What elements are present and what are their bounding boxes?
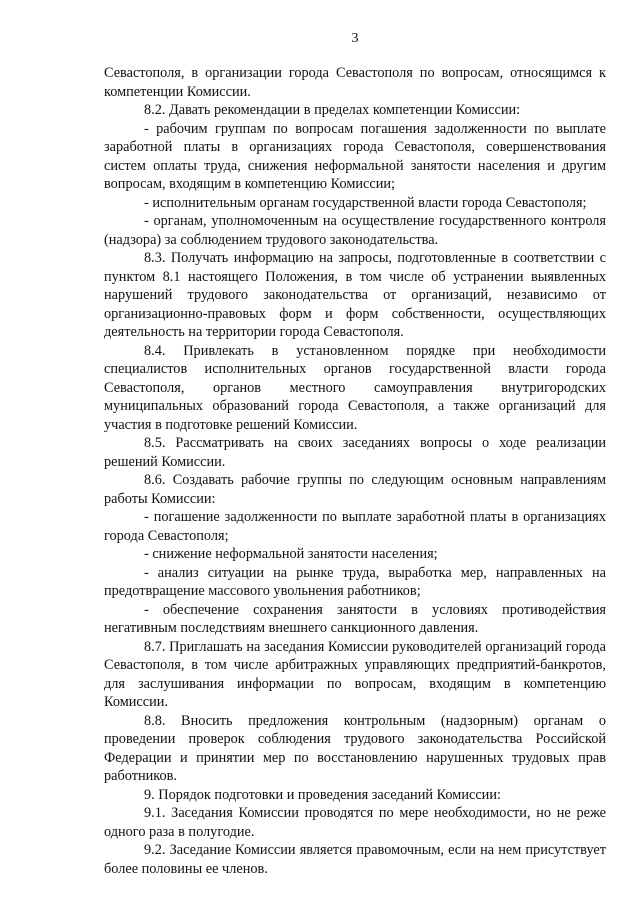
paragraph-9-2: 9.2. Заседание Комиссии является правомочным, если на нем присутствует более половины ее членов. [104,842,606,877]
list-item-working-groups: - рабочим группам по вопросам погашения задолженности по выплате заработной платы в организациях города Севастополя, совершенствования систем оплаты труда, снижения неформальной занятости населения и другим вопросам, входящим в компетенцию Комиссии; [104,120,606,192]
list-item-labor-market: - анализ ситуации на рынке труда, выработка мер, направленных на предотвращение массового увольнения работников; [104,564,606,599]
paragraph-8-5: 8.5. Рассматривать на своих заседаниях вопросы о ходе реализации решений Комиссии. [104,435,606,470]
list-item-executive-bodies: - исполнительным органам государственной власти города Севастополя; [144,194,587,211]
paragraph-8-2: 8.2. Давать рекомендации в пределах компетенции Комиссии: [144,102,521,118]
paragraph-8-8: 8.8. Вносить предложения контрольным (надзорным) органам о проведении проверок соблюдения трудового законодательства Российской Федерации и принятии мер по восстановлению нарушенных трудовых прав работников. [104,712,606,784]
page-number: 3 [351,31,359,46]
paragraph-8-3: 8.3. Получать информацию на запросы, подготовленные в соответствии с пунктом 8.1 настоящего Положения, в том числе об устранении выявленных нарушений трудового законодательства от организаций, независимо от организационно-правовых форм и форм собственности, осуществляющих деятельность на территории города Севастополя. [104,250,606,340]
paragraph-continuation: Севастополя, в организации города Севастополя по вопросам, относящимся к компетенции Комиссии. [104,65,606,100]
list-item-control-bodies: - органам, уполномоченным на осуществление государственного контроля (надзора) за соблюдением трудового законодательства. [104,213,606,248]
paragraph-8-4: 8.4. Привлекать в установленном порядке при необходимости специалистов исполнительных органов государственной власти города Севастополя, органов местного самоуправления внутригородских муниципальных образований города Севастополя, а также организаций для участия в подготовке решений Комиссии. [104,342,606,433]
list-item-informal-employment: - снижение неформальной занятости населения; [144,546,438,562]
paragraph-8-6: 8.6. Создавать рабочие группы по следующим основным направлениям работы Комиссии: [104,472,606,507]
paragraph-9-1: 9.1. Заседания Комиссии проводятся по мере необходимости, но не реже одного раза в полугодие. [104,805,606,840]
paragraph-8-7: 8.7. Приглашать на заседания Комиссии руководителей организаций города Севастополя, в том числе арбитражных управляющих предприятий-банкротов, для заслушивания информации по вопросам, входящим в компетенцию Комиссии. [104,638,606,710]
section-9-heading: 9. Порядок подготовки и проведения заседаний Комиссии: [144,786,501,803]
list-item-debt-repayment: - погашение задолженности по выплате заработной платы в организациях города Севастополя; [104,509,606,544]
list-item-employment-preservation: - обеспечение сохранения занятости в условиях противодействия негативным последствиям внешнего санкционного давления. [104,601,606,636]
